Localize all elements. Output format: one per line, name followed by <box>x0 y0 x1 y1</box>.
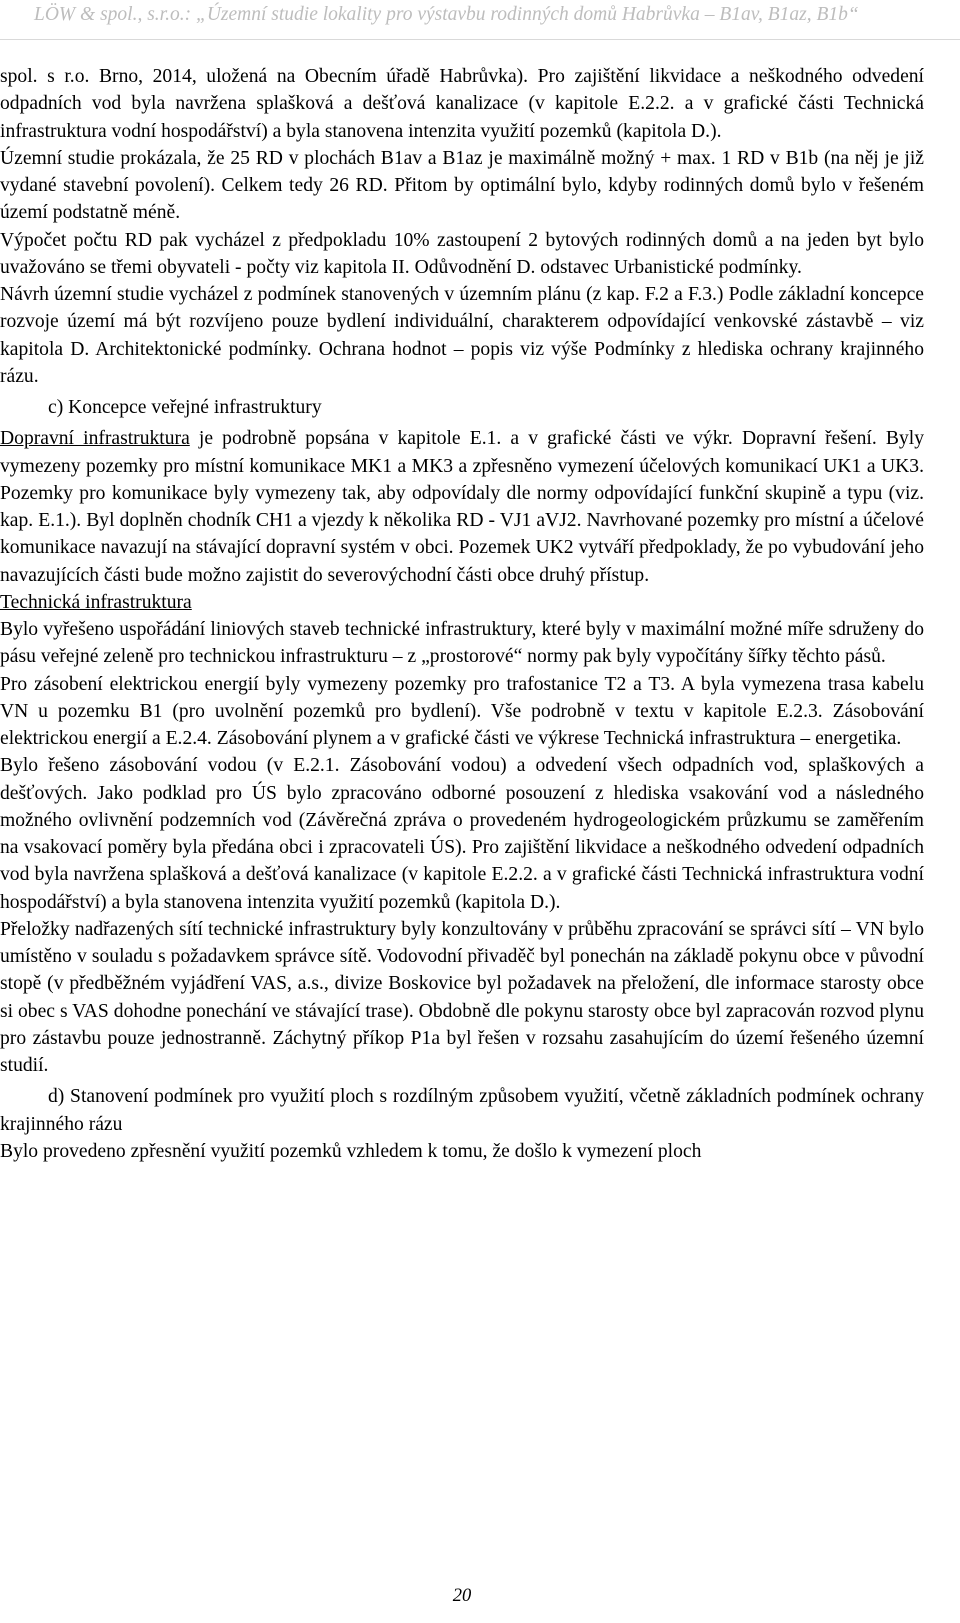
section-heading-d: d) Stanovení podmínek pro využití ploch s rozdílným způsobem využití, včetně základních podmínek ochrany krajinného rázu <box>0 1086 924 1135</box>
paragraph: Bylo provedeno zpřesnění využití pozemků vzhledem k tomu, že došlo k vymezení ploch <box>0 1140 702 1162</box>
paragraph: Bylo vyřešeno uspořádání liniových staveb technické infrastruktury, které byly v maximální možné míře sdruženy do pásu veřejné zeleně pro technickou infrastrukturu – z „prostorové“ normy pak byly vypočítány šířky těchto pásů. <box>0 619 924 668</box>
document-body <box>0 63 924 1165</box>
header-divider <box>0 39 960 40</box>
paragraph: Územní studie prokázala, že 25 RD v plochách B1av a B1az je maximálně možný + max. 1 RD v B1b (na něj je již vydané stavební povolení). Celkem tedy 26 RD. Přitom by optimální bylo, kdyby rodinných domů bylo v řešeném území podstatně méně. <box>0 147 924 224</box>
paragraph-text: je podrobně popsána v kapitole E.1. a v grafické části ve výkr. Dopravní řešení. Byly vymezeny pozemky pro místní komunikace MK1 a MK3 a zpřesněno vymezení účelových komunikací UK1 a UK3. Pozemky pro komunikace byly vymezeny tak, aby odpovídaly dle normy odpovídající funkční skupině a typu (viz. kap. E.1.). Byl doplněn chodník CH1 a vjezdy k několika RD - VJ1 aVJ2. Navrhované pozemky pro místní a účelové komunikace navazují na stávající dopravní systém v obci. Pozemek UK2 vytváří předpoklady, že po vybudování jeho navazujících části bude možno zajistit do severovýchodní části obce druhý přístup. <box>0 428 924 586</box>
section-heading-c: c) Koncepce veřejné infrastruktury <box>48 397 322 418</box>
paragraph: spol. s r.o. Brno, 2014, uložená na Obecním úřadě Habrůvka). Pro zajištění likvidace a neškodného odvedení odpadních vod byla navržena splašková a dešťová kanalizace (v kapitole E.2.2. a v grafické části Technická infrastruktura vodní hospodářství) a byla stanovena intenzita využití pozemků (kapitola D.). <box>0 66 924 142</box>
subheading-transport: Dopravní infrastruktura <box>0 428 190 450</box>
running-header: LÖW & spol., s.r.o.: „Územní studie lokality pro výstavbu rodinných domů Habrůvka – B1av, B1az, B1b“ <box>34 4 859 25</box>
subheading-technical: Technická infrastruktura <box>0 591 192 613</box>
paragraph: Bylo řešeno zásobování vodou (v E.2.1. Zásobování vodou) a odvedení všech odpadních vod, splaškových a dešťových. Jako podklad pro ÚS bylo zpracováno odborné posouzení z hlediska vsakování vod a následného možného ovlivnění podzemních vod (Závěrečná zpráva o provedeném hydrogeologickém průzkumu se zaměřením na vsakovací poměry byla předána obci i zpracovateli ÚS). Pro zajištění likvidace a neškodného odvedení odpadních vod byla navržena splašková a dešťová kanalizace (v kapitole E.2.2. a v grafické části Technická infrastruktura vodní hospodářství) a byla stanovena intenzita využití pozemků (kapitola D.). <box>0 755 924 913</box>
page-number: 20 <box>452 1586 472 1606</box>
paragraph: Návrh územní studie vycházel z podmínek stanovených v územním plánu (z kap. F.2 a F.3.) Podle základní koncepce rozvoje území má být rozvíjeno pouze bydlení individuální, charakterem odpovídající venkovské zástavbě – viz kapitola D. Architektonické podmínky. Ochrana hodnot – popis viz výše Podmínky z hlediska ochrany krajinného rázu. <box>0 284 924 387</box>
paragraph: Výpočet počtu RD pak vycházel z předpokladu 10% zastoupení 2 bytových rodinných domů a na jeden byt bylo uvažováno se třemi obyvateli - počty viz kapitola II. Odůvodnění D. odstavec Urbanistické podmínky. <box>0 229 924 278</box>
paragraph-transport <box>0 425 924 589</box>
paragraph: Přeložky nadřazených sítí technické infrastruktury byly konzultovány v průběhu zpracování se správci sítí – VN bylo umístěno v souladu s požadavkem správce sítě. Vodovodní přivaděč byl ponechán na základě pokynu obce v původní stopě (v předběžném vyjádření VAS, a.s., divize Boskovice byl požadavek na přeložení, dle informace starosty obce si obec s VAS dohodne ponechání ve stávající trase). Obdobně dle pokynu starosty obce byl zapracován rozvod plynu pro zástavbu pouze jednostranně. Záchytný příkop P1a byl řešen v rozsahu zasahujícím do území řešeného územní studií. <box>0 918 924 1076</box>
paragraph: Pro zásobení elektrickou energií byly vymezeny pozemky pro trafostanice T2 a T3. A byla vymezena trasa kabelu VN u pozemku B1 (pro uvolnění pozemků pro bydlení). Vše podrobně v textu v kapitole E.2.3. Zásobování elektrickou energií a E.2.4. Zásobování plynem a v grafické části ve výkrese Technická infrastruktura – energetika. <box>0 673 924 749</box>
paragraph-technical <box>0 589 924 616</box>
